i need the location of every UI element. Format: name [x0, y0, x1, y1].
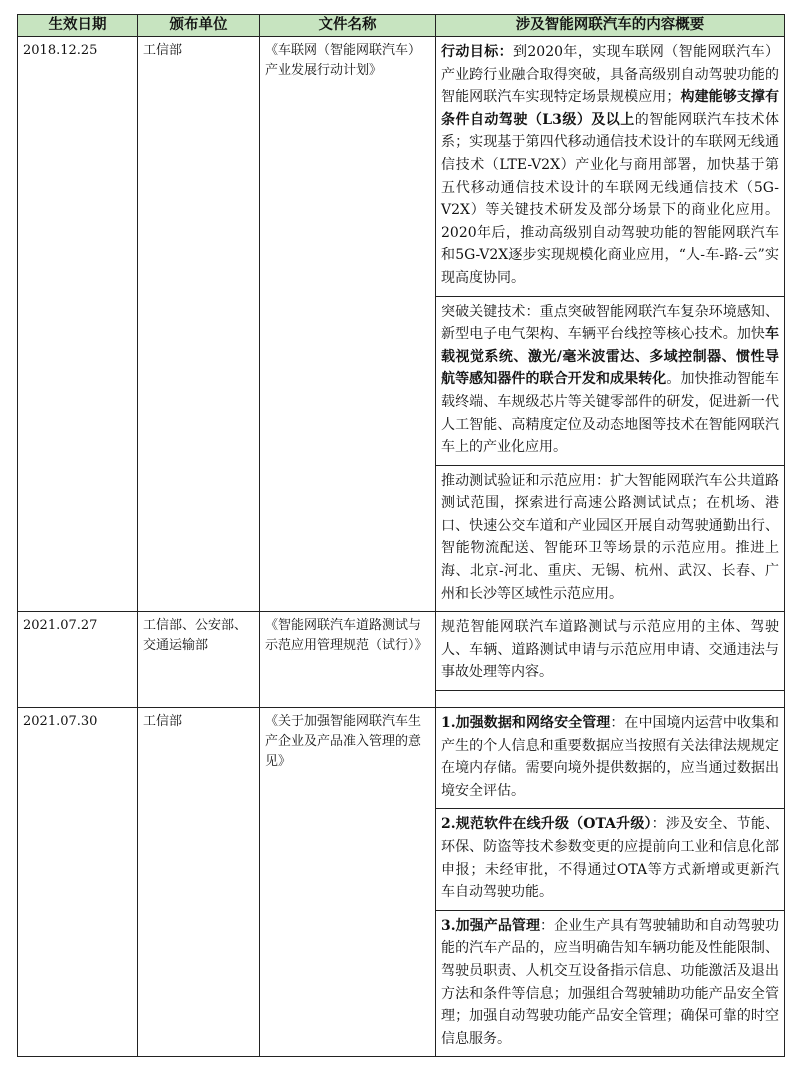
row-spacer — [436, 691, 784, 707]
header-row — [18, 15, 785, 37]
date-cell: 2021.07.27 — [18, 612, 138, 708]
emphasis-text: 3.加强产品管理 — [441, 917, 541, 934]
header-doc-name: 文件名称 — [260, 15, 436, 37]
table-row — [18, 612, 785, 708]
issuer-cell: 工信部 — [138, 708, 260, 1057]
emphasis-text: 2.规范软件在线升级（OTA升级） — [441, 816, 652, 833]
policy-table — [17, 14, 785, 1057]
summary-segment — [436, 37, 784, 297]
body-text: ：在中国境内运营中收集和产生的个人信息和重要数据应当按照有关法律法规规定在境内存储。需要向境外提供数据的，应当通过数据出境安全评估。 — [441, 715, 780, 799]
summary-segment — [436, 809, 784, 910]
summary-cell — [436, 37, 785, 612]
emphasis-text: 构建能够支撑有条件自动驾驶（L3级）及以上 — [441, 89, 779, 128]
doc-name-cell: 《智能网联汽车道路测试与示范应用管理规范（试行）》 — [260, 612, 436, 708]
summary-cell — [436, 708, 785, 1057]
body-text: ：企业生产具有驾驶辅助和自动驾驶功能的汽车产品的，应当明确告知车辆功能及性能限制、驾驶员职责、人机交互设备指示信息、功能激活及退出方法和条件等信息；加强组合驾驶辅助功能产品安全管理；加强自动驾驶功能产品安全管理；确保可靠的时空信息服务。 — [441, 917, 780, 1047]
doc-name-cell: 《车联网（智能网联汽车）产业发展行动计划》 — [260, 37, 436, 612]
emphasis-text: 行动目标： — [441, 44, 513, 60]
table-row — [18, 37, 785, 612]
table-row — [18, 708, 785, 1057]
summary-cell — [436, 612, 785, 708]
summary-segment — [436, 297, 784, 466]
summary-segment — [436, 708, 784, 809]
body-text: 突破关键技术：重点突破智能网联汽车复杂环境感知、新型电子电气架构、车辆平台线控等核心技术。加快 — [441, 303, 779, 343]
header-issuer: 颁布单位 — [138, 15, 260, 37]
summary-segment — [436, 612, 784, 691]
emphasis-text: 车载视觉系统、激光/毫米波雷达、多域控制器、惯性导航等感知器件的联合开发和成果转化 — [441, 326, 779, 388]
body-text: 的智能网联汽车技术体系；实现基于第四代移动通信技术设计的车联网无线通信技术（LTE-V2X）产业化与商用部署，加快基于第五代移动通信技术设计的车联网无线通信技术（5G-V2X）等关键技术研发及部分场景下的商业化应用。2020年后，推动高级别自动驾驶功能的智能网联汽车和5G-V2X逐步实现规模化商业应用，“人-车-路-云”实现高度协同。 — [441, 111, 779, 286]
issuer-cell: 工信部、公安部、交通运输部 — [138, 612, 260, 708]
body-text: 。加快推动智能车载终端、车规级芯片等关键零部件的研发，促进新一代人工智能、高精度定位及动态地图等技术在智能网联汽车上的产业化应用。 — [441, 371, 779, 456]
body-text: 推动测试验证和示范应用：扩大智能网联汽车公共道路测试范围，探索进行高速公路测试试点；在机场、港口、快速公交车道和产业园区开展自动驾驶通勤出行、智能物流配送、智能环卫等场景的示范应用。推进上海、北京-河北、重庆、无锡、杭州、武汉、长春、广州和长沙等区域性示范应用。 — [441, 472, 779, 602]
issuer-cell: 工信部 — [138, 37, 260, 612]
date-cell: 2018.12.25 — [18, 37, 138, 612]
doc-name-cell: 《关于加强智能网联汽车生产企业及产品准入管理的意见》 — [260, 708, 436, 1057]
summary-segment — [436, 466, 784, 612]
date-cell: 2021.07.30 — [18, 708, 138, 1057]
header-summary: 涉及智能网联汽车的内容概要 — [436, 15, 785, 37]
emphasis-text: 1.加强数据和网络安全管理 — [441, 715, 611, 732]
body-text: 到2020年，实现车联网（智能网联汽车）产业跨行业融合取得突破，具备高级别自动驾驶功能的智能网联汽车实现特定场景规模应用； — [441, 44, 779, 106]
body-text: ：涉及安全、节能、环保、防盗等技术参数变更的应提前向工业和信息化部申报；未经审批，不得通过OTA等方式新增或更新汽车自动驾驶功能。 — [441, 816, 780, 901]
body-text: 规范智能网联汽车道路测试与示范应用的主体、驾驶人、车辆、道路测试申请与示范应用申请、交通违法与事故处理等内容。 — [441, 619, 779, 681]
summary-segment — [436, 911, 784, 1057]
header-date: 生效日期 — [18, 15, 138, 37]
